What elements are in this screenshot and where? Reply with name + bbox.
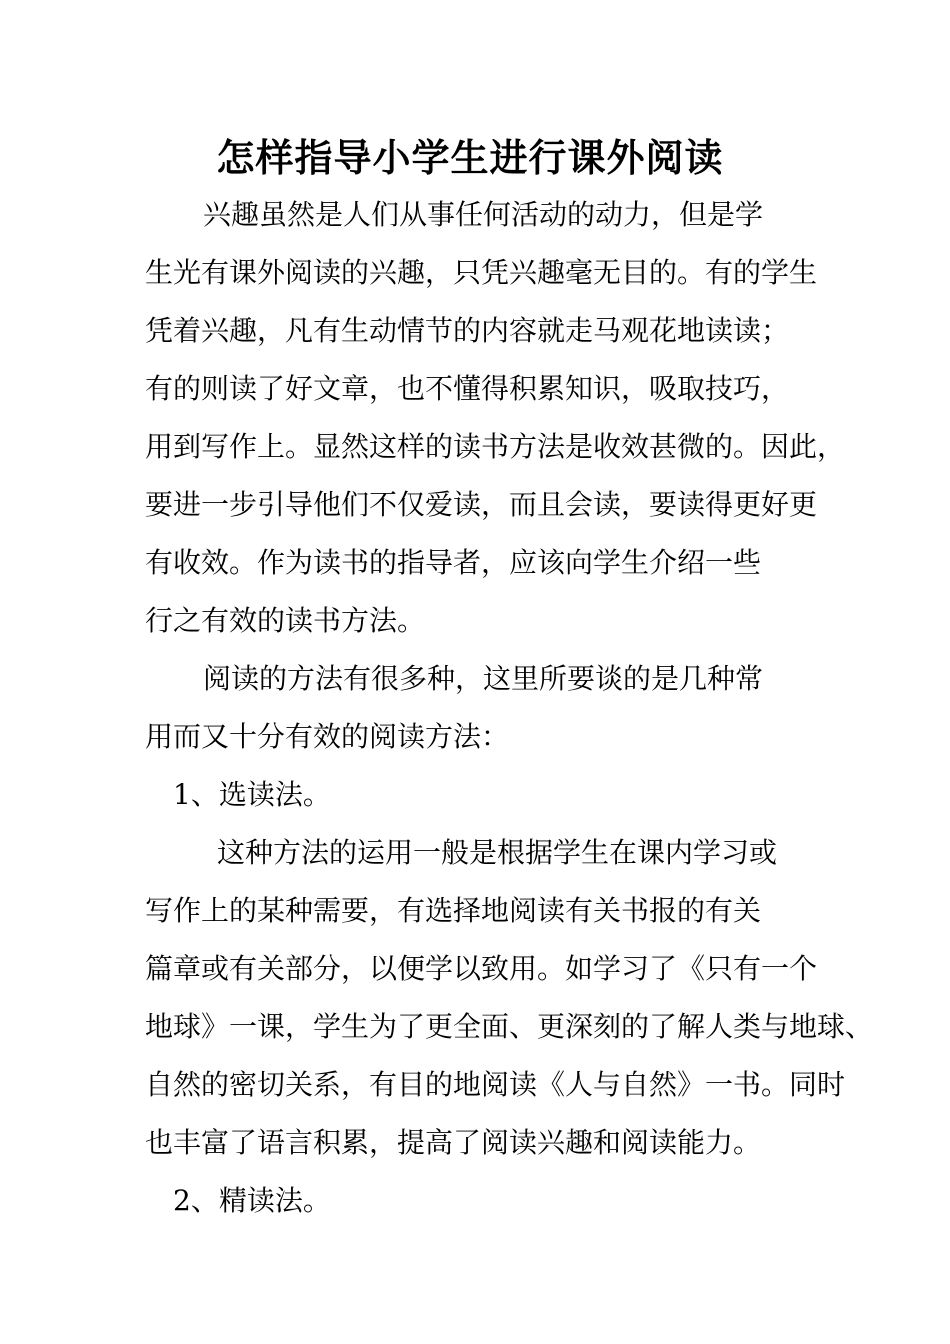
paragraph-line: 凭着兴趣，凡有生动情节的内容就走马观花地读读； <box>145 314 790 347</box>
section-heading: 2、精读法。 <box>173 1184 331 1217</box>
paragraph-line: 阅读的方法有很多种，这里所要谈的是几种常 <box>203 662 764 695</box>
paragraph-line: 篇章或有关部分，以便学以致用。如学习了《只有一个 <box>145 952 818 985</box>
paragraph-line: 有的则读了好文章，也不懂得积累知识，吸取技巧， <box>145 372 790 405</box>
paragraph-line: 地球》一课，学生为了更全面、更深刻的了解人类与地球、 <box>145 1010 874 1043</box>
paragraph-line: 写作上的某种需要，有选择地阅读有关书报的有关 <box>145 894 762 927</box>
paragraph-line: 要进一步引导他们不仅爱读，而且会读，要读得更好更 <box>145 488 818 521</box>
paragraph-line: 自然的密切关系，有目的地阅读《人与自然》一书。同时 <box>145 1068 846 1101</box>
section-heading: 1、选读法。 <box>173 778 331 811</box>
paragraph-line: 这种方法的运用一般是根据学生在课内学习或 <box>217 836 778 869</box>
paragraph-line: 兴趣虽然是人们从事任何活动的动力，但是学 <box>203 198 764 231</box>
paragraph-line: 也丰富了语言积累，提高了阅读兴趣和阅读能力。 <box>145 1126 762 1159</box>
paragraph-line: 行之有效的读书方法。 <box>145 604 426 637</box>
paragraph-line: 生光有课外阅读的兴趣，只凭兴趣毫无目的。有的学生 <box>145 256 818 289</box>
paragraph-line: 有收效。作为读书的指导者，应该向学生介绍一些 <box>145 546 762 579</box>
paragraph-line: 用而又十分有效的阅读方法： <box>145 720 510 753</box>
paragraph-line: 用到写作上。显然这样的读书方法是收效甚微的。因此， <box>145 430 846 463</box>
page-title: 怎样指导小学生进行课外阅读 <box>216 135 724 180</box>
